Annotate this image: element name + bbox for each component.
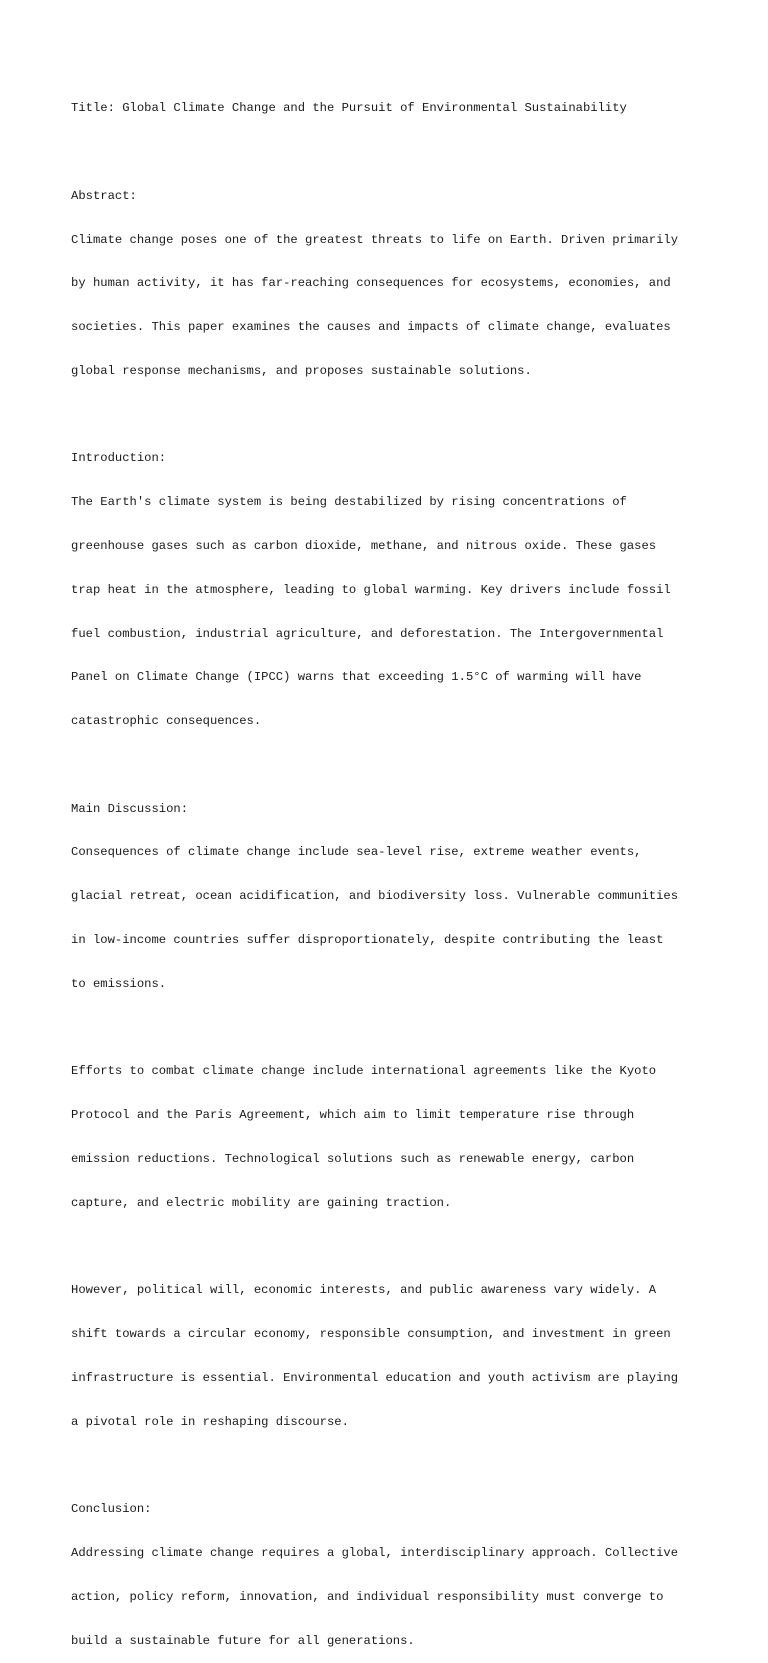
introduction-line: Panel on Climate Change (IPCC) warns that exceeding 1.5°C of warming will have bbox=[71, 670, 642, 685]
abstract-line: societies. This paper examines the causes and impacts of climate change, evaluates bbox=[71, 320, 671, 335]
blank-line bbox=[71, 1240, 711, 1255]
blank-line bbox=[71, 1458, 711, 1473]
introduction-line: catastrophic consequences. bbox=[71, 714, 262, 729]
discussion-line: to emissions. bbox=[71, 976, 167, 991]
introduction-line: fuel combustion, industrial agriculture, and deforestation. The Intergovernmental bbox=[71, 626, 664, 641]
discussion-line: Efforts to combat climate change include international agreements like the Kyoto bbox=[71, 1064, 657, 1079]
discussion-line: emission reductions. Technological solutions such as renewable energy, carbon bbox=[71, 1151, 635, 1166]
conclusion-line: build a sustainable future for all generations. bbox=[71, 1633, 415, 1648]
blank-line bbox=[71, 145, 711, 160]
abstract-line: by human activity, it has far-reaching consequences for ecosystems, economies, and bbox=[71, 276, 671, 291]
introduction-heading: Introduction: bbox=[71, 451, 167, 466]
abstract-line: Climate change poses one of the greatest threats to life on Earth. Driven primarily bbox=[71, 232, 679, 247]
introduction-line: The Earth's climate system is being destabilized by rising concentrations of bbox=[71, 495, 627, 510]
document-body bbox=[71, 72, 711, 1663]
conclusion-line: Addressing climate change requires a global, interdisciplinary approach. Collective bbox=[71, 1545, 679, 1560]
discussion-line: shift towards a circular economy, responsible consumption, and investment in green bbox=[71, 1327, 671, 1342]
discussion-line: capture, and electric mobility are gaining traction. bbox=[71, 1195, 452, 1210]
conclusion-line: action, policy reform, innovation, and individual responsibility must converge to bbox=[71, 1589, 664, 1604]
main-discussion-heading: Main Discussion: bbox=[71, 801, 189, 816]
discussion-line: a pivotal role in reshaping discourse. bbox=[71, 1414, 349, 1429]
discussion-line: However, political will, economic interests, and public awareness vary widely. A bbox=[71, 1283, 657, 1298]
introduction-line: trap heat in the atmosphere, leading to global warming. Key drivers include fossil bbox=[71, 582, 671, 597]
discussion-line: Consequences of climate change include sea-level rise, extreme weather events, bbox=[71, 845, 642, 860]
introduction-line: greenhouse gases such as carbon dioxide, methane, and nitrous oxide. These gases bbox=[71, 539, 657, 553]
abstract-heading: Abstract: bbox=[71, 188, 137, 203]
discussion-line: glacial retreat, ocean acidification, and biodiversity loss. Vulnerable communities bbox=[71, 889, 679, 904]
title-line: Title: Global Climate Change and the Pursuit of Environmental Sustainability bbox=[71, 101, 627, 116]
blank-line bbox=[71, 408, 711, 423]
blank-line bbox=[71, 758, 711, 773]
discussion-line: infrastructure is essential. Environmental education and youth activism are playing bbox=[71, 1370, 679, 1385]
discussion-line: Protocol and the Paris Agreement, which aim to limit temperature rise through bbox=[71, 1108, 635, 1123]
abstract-line: global response mechanisms, and proposes sustainable solutions. bbox=[71, 363, 532, 378]
blank-line bbox=[71, 1021, 711, 1036]
conclusion-heading: Conclusion: bbox=[71, 1502, 152, 1517]
discussion-line: in low-income countries suffer disproportionately, despite contributing the least bbox=[71, 933, 664, 948]
